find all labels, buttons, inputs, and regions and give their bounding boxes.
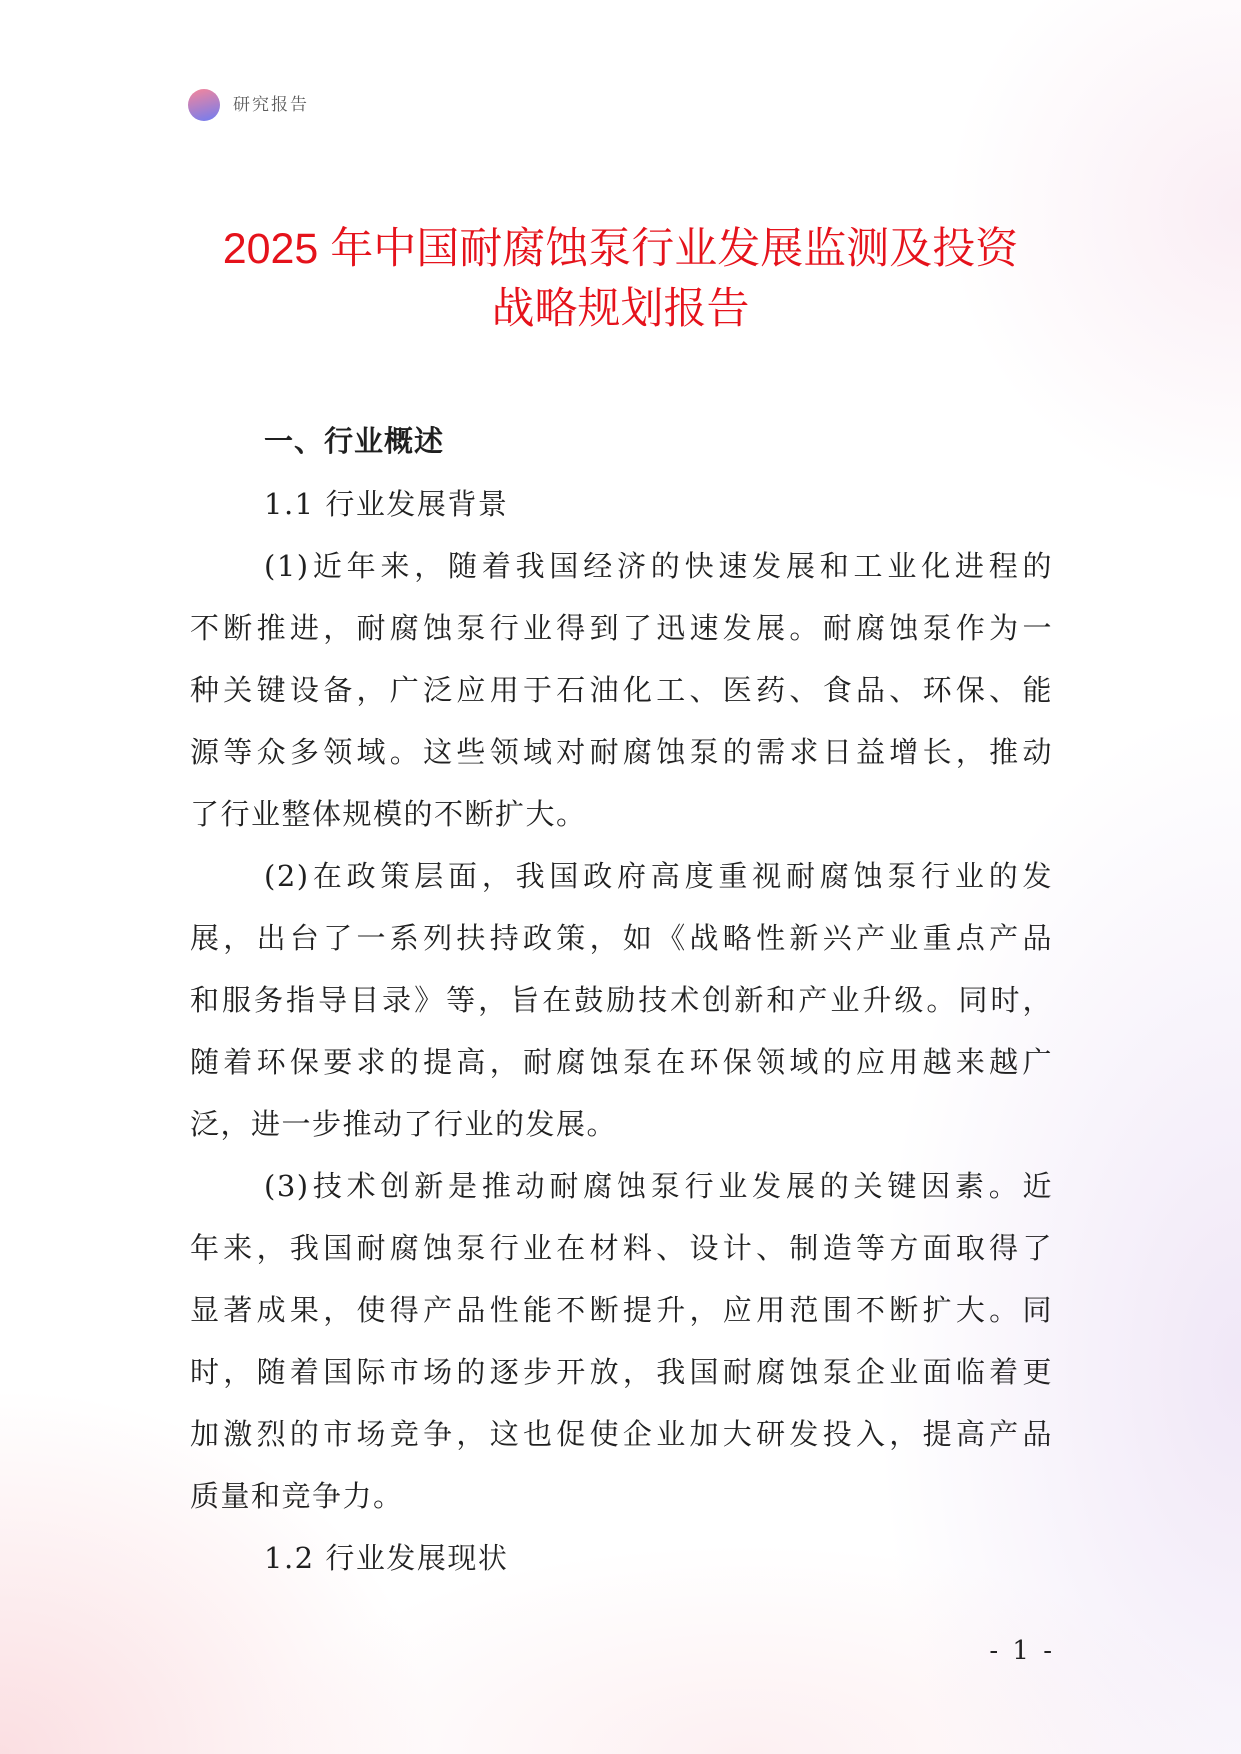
- paragraph-line: 显著成果，使得产品性能不断提升，应用范围不断扩大。同: [190, 1293, 1053, 1327]
- paragraph-line: 和服务指导目录》等，旨在鼓励技术创新和产业升级。同时，: [190, 983, 1053, 1017]
- title-line: 战略规划报告: [491, 285, 750, 333]
- paragraph-line: 种关键设备，广泛应用于石油化工、医药、食品、环保、能: [190, 673, 1053, 707]
- paragraph: [190, 1155, 1053, 1527]
- document-body: [190, 411, 1053, 1589]
- page-number: - 1 -: [989, 1636, 1055, 1666]
- paragraph-line: 不断推进，耐腐蚀泵行业得到了迅速发展。耐腐蚀泵作为一: [190, 611, 1053, 645]
- title-line: 2025 年中国耐腐蚀泵行业发展监测及投资: [222, 225, 1019, 273]
- paragraph: [190, 535, 1053, 845]
- paragraph-line: (1)近年来，随着我国经济的快速发展和工业化进程的: [264, 549, 1053, 583]
- subsection-heading: 1.1 行业发展背景: [264, 487, 509, 521]
- document-title: [0, 219, 1241, 339]
- paragraph-line: 泛，进一步推动了行业的发展。: [190, 1107, 618, 1141]
- paragraph-line: 加激烈的市场竞争，这也促使企业加大研发投入，提高产品: [190, 1417, 1053, 1451]
- paragraph-line: 展，出台了一系列扶持政策，如《战略性新兴产业重点产品: [190, 921, 1053, 955]
- report-logo-icon: [188, 89, 220, 121]
- paragraph-line: 年来，我国耐腐蚀泵行业在材料、设计、制造等方面取得了: [190, 1231, 1053, 1265]
- paragraph-line: 了行业整体规模的不断扩大。: [190, 797, 587, 831]
- paragraph-line: 随着环保要求的提高，耐腐蚀泵在环保领域的应用越来越广: [190, 1045, 1053, 1079]
- paragraph-line: 质量和竞争力。: [190, 1479, 404, 1513]
- paragraph: [190, 845, 1053, 1155]
- header-label: 研究报告: [233, 95, 309, 115]
- paragraph-line: (2)在政策层面，我国政府高度重视耐腐蚀泵行业的发: [264, 859, 1053, 893]
- paragraph-line: 源等众多领域。这些领域对耐腐蚀泵的需求日益增长，推动: [190, 735, 1053, 769]
- paragraph-line: 时，随着国际市场的逐步开放，我国耐腐蚀泵企业面临着更: [190, 1355, 1053, 1389]
- paragraph-line: (3)技术创新是推动耐腐蚀泵行业发展的关键因素。近: [264, 1169, 1053, 1203]
- section-heading: 一、行业概述: [264, 426, 445, 458]
- subsection-heading: 1.2 行业发展现状: [264, 1541, 509, 1575]
